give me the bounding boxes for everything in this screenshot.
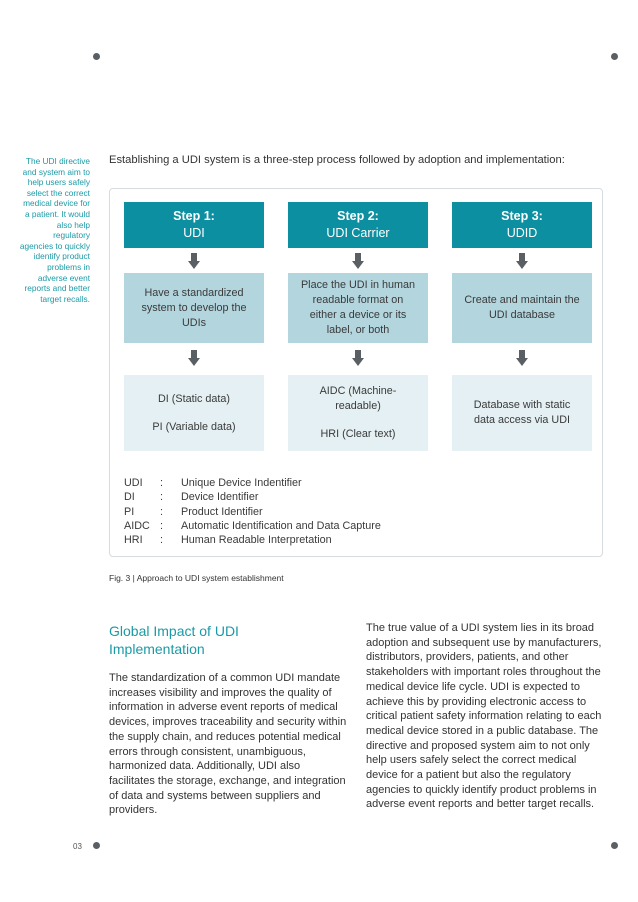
legend-sep: : xyxy=(160,491,163,504)
step-3-output xyxy=(452,375,592,451)
intro-text: Establishing a UDI system is a three-step process followed by adoption and implementation: xyxy=(109,154,565,166)
side-note: The UDI directive and system aim to help users safely select the correct medical device for a patient. It would also help regulatory agencies to quickly identify product problems in adverse event reports and better target recalls. xyxy=(19,156,90,304)
down-arrow-icon xyxy=(516,253,528,270)
step-3-action xyxy=(452,273,592,343)
udi-process-diagram xyxy=(109,188,603,557)
step-2-output-a: AIDC (Machine-readable) xyxy=(319,385,397,412)
down-arrow-icon xyxy=(516,350,528,367)
legend-abbr: HRI xyxy=(124,534,143,547)
step-1-action-text: Have a standardized system to develop the UDIs xyxy=(141,286,247,329)
step-2-subtitle: UDI Carrier xyxy=(326,226,390,240)
legend-abbr: DI xyxy=(124,491,135,504)
legend-abbr: UDI xyxy=(124,477,143,489)
step-3-title: Step 3: xyxy=(501,209,543,223)
legend-row xyxy=(124,519,381,533)
down-arrow-icon xyxy=(352,350,364,367)
legend-full: Product Identifier xyxy=(181,505,263,518)
bullet-dot-icon xyxy=(93,842,100,849)
legend-row xyxy=(124,533,381,547)
step-1-box xyxy=(124,202,264,248)
legend-sep: : xyxy=(160,477,163,489)
legend-full: Unique Device Indentifier xyxy=(181,477,302,489)
step-2-output xyxy=(288,375,428,451)
down-arrow-icon xyxy=(352,253,364,270)
step-3-subtitle: UDID xyxy=(506,226,538,240)
step-1-title: Step 1: xyxy=(173,209,215,223)
left-paragraph: The standardization of a common UDI mandate increases visibility and improves the quality of information in adverse event reports of medical devices, improves traceability and security within the supply chain, and reduces potential medical errors through consistent, unambiguous, harmonized data. Additionally, UDI also facilitates the storage, exchange, and integration of data and systems between suppliers and providers. xyxy=(109,672,347,817)
step-3-output-a: Database with static data access via UDI xyxy=(473,399,571,426)
step-2-action-text: Place the UDI in human readable format on either a device or its label, or both xyxy=(300,279,416,336)
legend-full: Device Identifier xyxy=(181,491,259,504)
step-1-output-b: PI (Variable data) xyxy=(152,420,236,433)
legend-row xyxy=(124,476,381,490)
legend-full: Automatic Identification and Data Capture xyxy=(181,519,381,532)
step-3-box xyxy=(452,202,592,248)
step-3-action-text: Create and maintain the UDI database xyxy=(464,294,580,321)
figure-caption: Fig. 3 | Approach to UDI system establishment xyxy=(109,573,284,583)
legend-full: Human Readable Interpretation xyxy=(181,534,332,547)
legend-sep: : xyxy=(160,519,163,532)
step-1-subtitle: UDI xyxy=(183,226,205,240)
abbreviation-legend xyxy=(124,476,381,547)
step-1-output xyxy=(124,375,264,451)
legend-sep: : xyxy=(160,534,163,547)
down-arrow-icon xyxy=(188,350,200,367)
step-2-action xyxy=(288,273,428,343)
right-paragraph: The true value of a UDI system lies in its broad adoption and subsequent use by manufacturers, distributors, providers, patients, and other stakeholders with important roles throughout the medical device life cycle. UDI is expected to achieve this by providing electronic access to critical patient safety information relating to each medical device stored in a public database. The directive and proposed system aim to not only help users safely select the correct medical device for a patient but also the regulatory agencies to quickly identify product problems in adverse event reports and better target recalls. xyxy=(366,622,602,811)
legend-row xyxy=(124,490,381,504)
down-arrow-icon xyxy=(188,253,200,270)
bullet-dot-icon xyxy=(611,53,618,60)
step-2-title: Step 2: xyxy=(337,209,379,223)
bullet-dot-icon xyxy=(93,53,100,60)
step-2-box xyxy=(288,202,428,248)
step-2-output-b: HRI (Clear text) xyxy=(320,428,396,440)
legend-abbr: PI xyxy=(124,505,135,518)
bullet-dot-icon xyxy=(611,842,618,849)
step-1-output-a: DI (Static data) xyxy=(157,392,230,405)
legend-abbr: AIDC xyxy=(124,519,150,532)
legend-row xyxy=(124,505,381,519)
section-title: Global Impact of UDI Implementation xyxy=(109,623,239,657)
page-number: 03 xyxy=(73,842,82,851)
legend-sep: : xyxy=(160,505,163,518)
step-1-action xyxy=(124,273,264,343)
